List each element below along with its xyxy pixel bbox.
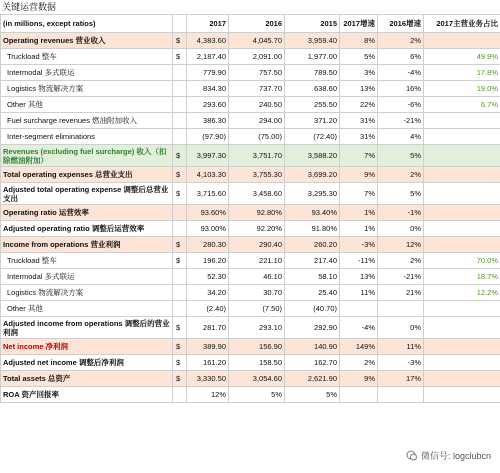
row-label: Inter-segment eliminations [1,129,173,145]
growth-2017: 11% [340,285,378,301]
row-currency: $ [173,371,187,387]
header-currency [173,15,187,33]
header-label: (in millions, except ratios) [1,15,173,33]
value-2015: 638.60 [285,81,340,97]
growth-2017: 7% [340,183,378,205]
share-2017: 49.9% [424,49,500,65]
value-2015: 1,977.00 [285,49,340,65]
value-2015: 371.20 [285,113,340,129]
value-2016: 3,751.70 [229,145,285,167]
value-2016: 3,458.60 [229,183,285,205]
value-2016: (7.50) [229,301,285,317]
growth-2016: 2% [378,33,424,49]
table-row [1,113,500,129]
value-2016: 737.70 [229,81,285,97]
row-label: Total assets 总资产 [1,371,173,387]
growth-2016: 4% [378,129,424,145]
share-2017 [424,167,500,183]
growth-2016: 12% [378,237,424,253]
row-currency: $ [173,339,187,355]
value-2015: 162.70 [285,355,340,371]
growth-2016: 17% [378,371,424,387]
value-2017: (97.90) [187,129,229,145]
growth-2017 [340,301,378,317]
growth-2017: 2% [340,355,378,371]
growth-2017: 13% [340,81,378,97]
value-2017: 834.30 [187,81,229,97]
row-label: Total operating expenses 总营业支出 [1,167,173,183]
key-metrics-table [0,14,500,403]
value-2016: (75.00) [229,129,285,145]
growth-2017: 5% [340,49,378,65]
row-currency [173,81,187,97]
share-2017 [424,183,500,205]
share-2017 [424,129,500,145]
row-currency: $ [173,145,187,167]
growth-2016 [378,387,424,403]
value-2016: 293.10 [229,317,285,339]
table-row [1,339,500,355]
growth-2017: 9% [340,371,378,387]
value-2015: 3,959.40 [285,33,340,49]
row-currency: $ [173,167,187,183]
value-2015: 260.20 [285,237,340,253]
row-label: Other 其他 [1,301,173,317]
share-2017 [424,371,500,387]
value-2015: 3,588.20 [285,145,340,167]
table-row [1,97,500,113]
row-label: ROA 资产回报率 [1,387,173,403]
table-row [1,301,500,317]
growth-2017 [340,387,378,403]
value-2015: 140.90 [285,339,340,355]
table-row [1,81,500,97]
growth-2017: 149% [340,339,378,355]
value-2015: 5% [285,387,340,403]
value-2017: 293.60 [187,97,229,113]
header-2017: 2017 [187,15,229,33]
row-currency [173,113,187,129]
growth-2017: 7% [340,145,378,167]
share-2017: 18.7% [424,269,500,285]
value-2017: 389.90 [187,339,229,355]
row-label: Intermodal 多式联运 [1,269,173,285]
watermark-text: 微信号: logclubcn [420,451,491,461]
table-row [1,167,500,183]
share-2017 [424,339,500,355]
growth-2016: 11% [378,339,424,355]
row-currency: $ [173,355,187,371]
value-2015: (40.70) [285,301,340,317]
growth-2017: 1% [340,221,378,237]
share-2017 [424,237,500,253]
growth-2016: 0% [378,317,424,339]
value-2017: (2.40) [187,301,229,317]
value-2017: 2,187.40 [187,49,229,65]
value-2016: 92.20% [229,221,285,237]
value-2017: 34.20 [187,285,229,301]
table-row [1,183,500,205]
share-2017 [424,355,500,371]
value-2017: 3,997.30 [187,145,229,167]
header-share-2017: 2017主营业务占比 [424,15,500,33]
row-label: Logistics 物流解决方案 [1,81,173,97]
table-row [1,49,500,65]
value-2015: 789.50 [285,65,340,81]
value-2016: 4,045.70 [229,33,285,49]
row-currency: $ [173,237,187,253]
share-2017 [424,317,500,339]
row-label: Fuel surcharge revenues 燃油附加收入 [1,113,173,129]
value-2016: 290.40 [229,237,285,253]
share-2017: 17.8% [424,65,500,81]
value-2015: 25.40 [285,285,340,301]
table-row [1,355,500,371]
header-growth-2016: 2016增速 [378,15,424,33]
wechat-watermark [403,448,494,463]
value-2017: 280.30 [187,237,229,253]
value-2016: 156.90 [229,339,285,355]
share-2017 [424,145,500,167]
value-2015: 3,699.20 [285,167,340,183]
table-row [1,205,500,221]
row-currency: $ [173,183,187,205]
row-currency: $ [173,317,187,339]
row-currency: $ [173,49,187,65]
wechat-icon [406,450,418,462]
value-2015: 91.80% [285,221,340,237]
row-label: Operating revenues 营业收入 [1,33,173,49]
header-growth-2017: 2017增速 [340,15,378,33]
value-2015: 3,295.30 [285,183,340,205]
table-row [1,129,500,145]
row-label: Net income 净利润 [1,339,173,355]
page-title: 关键运营数据 [2,2,57,12]
growth-2016: 16% [378,81,424,97]
value-2016: 240.50 [229,97,285,113]
row-currency [173,285,187,301]
growth-2017: 8% [340,33,378,49]
table-row [1,65,500,81]
value-2015: 2,621.90 [285,371,340,387]
table-row [1,237,500,253]
growth-2017: 31% [340,113,378,129]
value-2017: 3,715.60 [187,183,229,205]
row-currency [173,97,187,113]
share-2017 [424,387,500,403]
growth-2017: -3% [340,237,378,253]
share-2017 [424,301,500,317]
row-label: Truckload 整车 [1,49,173,65]
row-label: Adjusted net income 调整后净利润 [1,355,173,371]
value-2015: 217.40 [285,253,340,269]
growth-2017: 9% [340,167,378,183]
growth-2017: -11% [340,253,378,269]
share-2017: 12.2% [424,285,500,301]
row-currency: $ [173,33,187,49]
growth-2016: 2% [378,167,424,183]
value-2016: 3,755.30 [229,167,285,183]
row-currency [173,205,187,221]
growth-2016: -21% [378,269,424,285]
row-label: Logistics 物流解决方案 [1,285,173,301]
value-2016: 3,054.60 [229,371,285,387]
row-label: Adjusted income from operations 调整后的营业利润 [1,317,173,339]
header-2016: 2016 [229,15,285,33]
value-2017: 196.20 [187,253,229,269]
value-2016: 46.10 [229,269,285,285]
value-2015: (72.40) [285,129,340,145]
value-2017: 281.70 [187,317,229,339]
row-label: Intermodal 多式联运 [1,65,173,81]
value-2015: 93.40% [285,205,340,221]
table-row [1,317,500,339]
growth-2016 [378,301,424,317]
growth-2017: 3% [340,65,378,81]
share-2017: 6.7% [424,97,500,113]
value-2016: 2,091.00 [229,49,285,65]
share-2017 [424,205,500,221]
growth-2016: 5% [378,145,424,167]
row-currency [173,65,187,81]
value-2017: 4,383.60 [187,33,229,49]
row-label: Revenues (excluding fuel surcharge) 收入（扣除燃油附加） [1,145,173,167]
table-row [1,371,500,387]
growth-2017: 13% [340,269,378,285]
row-label: Other 其他 [1,97,173,113]
table-row [1,145,500,167]
growth-2016: -6% [378,97,424,113]
growth-2016: 6% [378,49,424,65]
table-row [1,221,500,237]
value-2015: 58.10 [285,269,340,285]
growth-2017: 1% [340,205,378,221]
header-2015: 2015 [285,15,340,33]
value-2016: 5% [229,387,285,403]
growth-2016: -1% [378,205,424,221]
value-2017: 4,103.30 [187,167,229,183]
value-2016: 158.50 [229,355,285,371]
row-label: Adjusted total operating expense 调整后总营业支出 [1,183,173,205]
share-2017 [424,113,500,129]
row-currency: $ [173,253,187,269]
value-2017: 3,330.50 [187,371,229,387]
row-label: Operating ratio 运营效率 [1,205,173,221]
growth-2016: 5% [378,183,424,205]
table-row [1,285,500,301]
growth-2016: -4% [378,65,424,81]
row-currency [173,221,187,237]
value-2016: 30.70 [229,285,285,301]
row-currency [173,301,187,317]
value-2016: 221.10 [229,253,285,269]
table-row [1,33,500,49]
share-2017 [424,221,500,237]
growth-2016: -21% [378,113,424,129]
header-row [1,15,500,33]
value-2015: 255.50 [285,97,340,113]
growth-2016: -3% [378,355,424,371]
row-currency [173,129,187,145]
growth-2017: 31% [340,129,378,145]
growth-2017: 22% [340,97,378,113]
value-2016: 92.80% [229,205,285,221]
growth-2017: -4% [340,317,378,339]
share-2017 [424,33,500,49]
growth-2016: 0% [378,221,424,237]
share-2017: 70.0% [424,253,500,269]
row-currency [173,269,187,285]
value-2017: 93.60% [187,205,229,221]
value-2015: 292.90 [285,317,340,339]
share-2017: 19.0% [424,81,500,97]
value-2017: 386.30 [187,113,229,129]
table-row [1,269,500,285]
growth-2016: 21% [378,285,424,301]
value-2016: 294.00 [229,113,285,129]
row-label: Income from operations 营业利润 [1,237,173,253]
growth-2016: 2% [378,253,424,269]
row-label: Adjusted operating ratio 调整后运营效率 [1,221,173,237]
table-row [1,253,500,269]
table-row [1,387,500,403]
row-currency [173,387,187,403]
value-2016: 757.50 [229,65,285,81]
row-label: Truckload 整车 [1,253,173,269]
value-2017: 52.30 [187,269,229,285]
value-2017: 12% [187,387,229,403]
value-2017: 779.90 [187,65,229,81]
value-2017: 93.00% [187,221,229,237]
value-2017: 161.20 [187,355,229,371]
